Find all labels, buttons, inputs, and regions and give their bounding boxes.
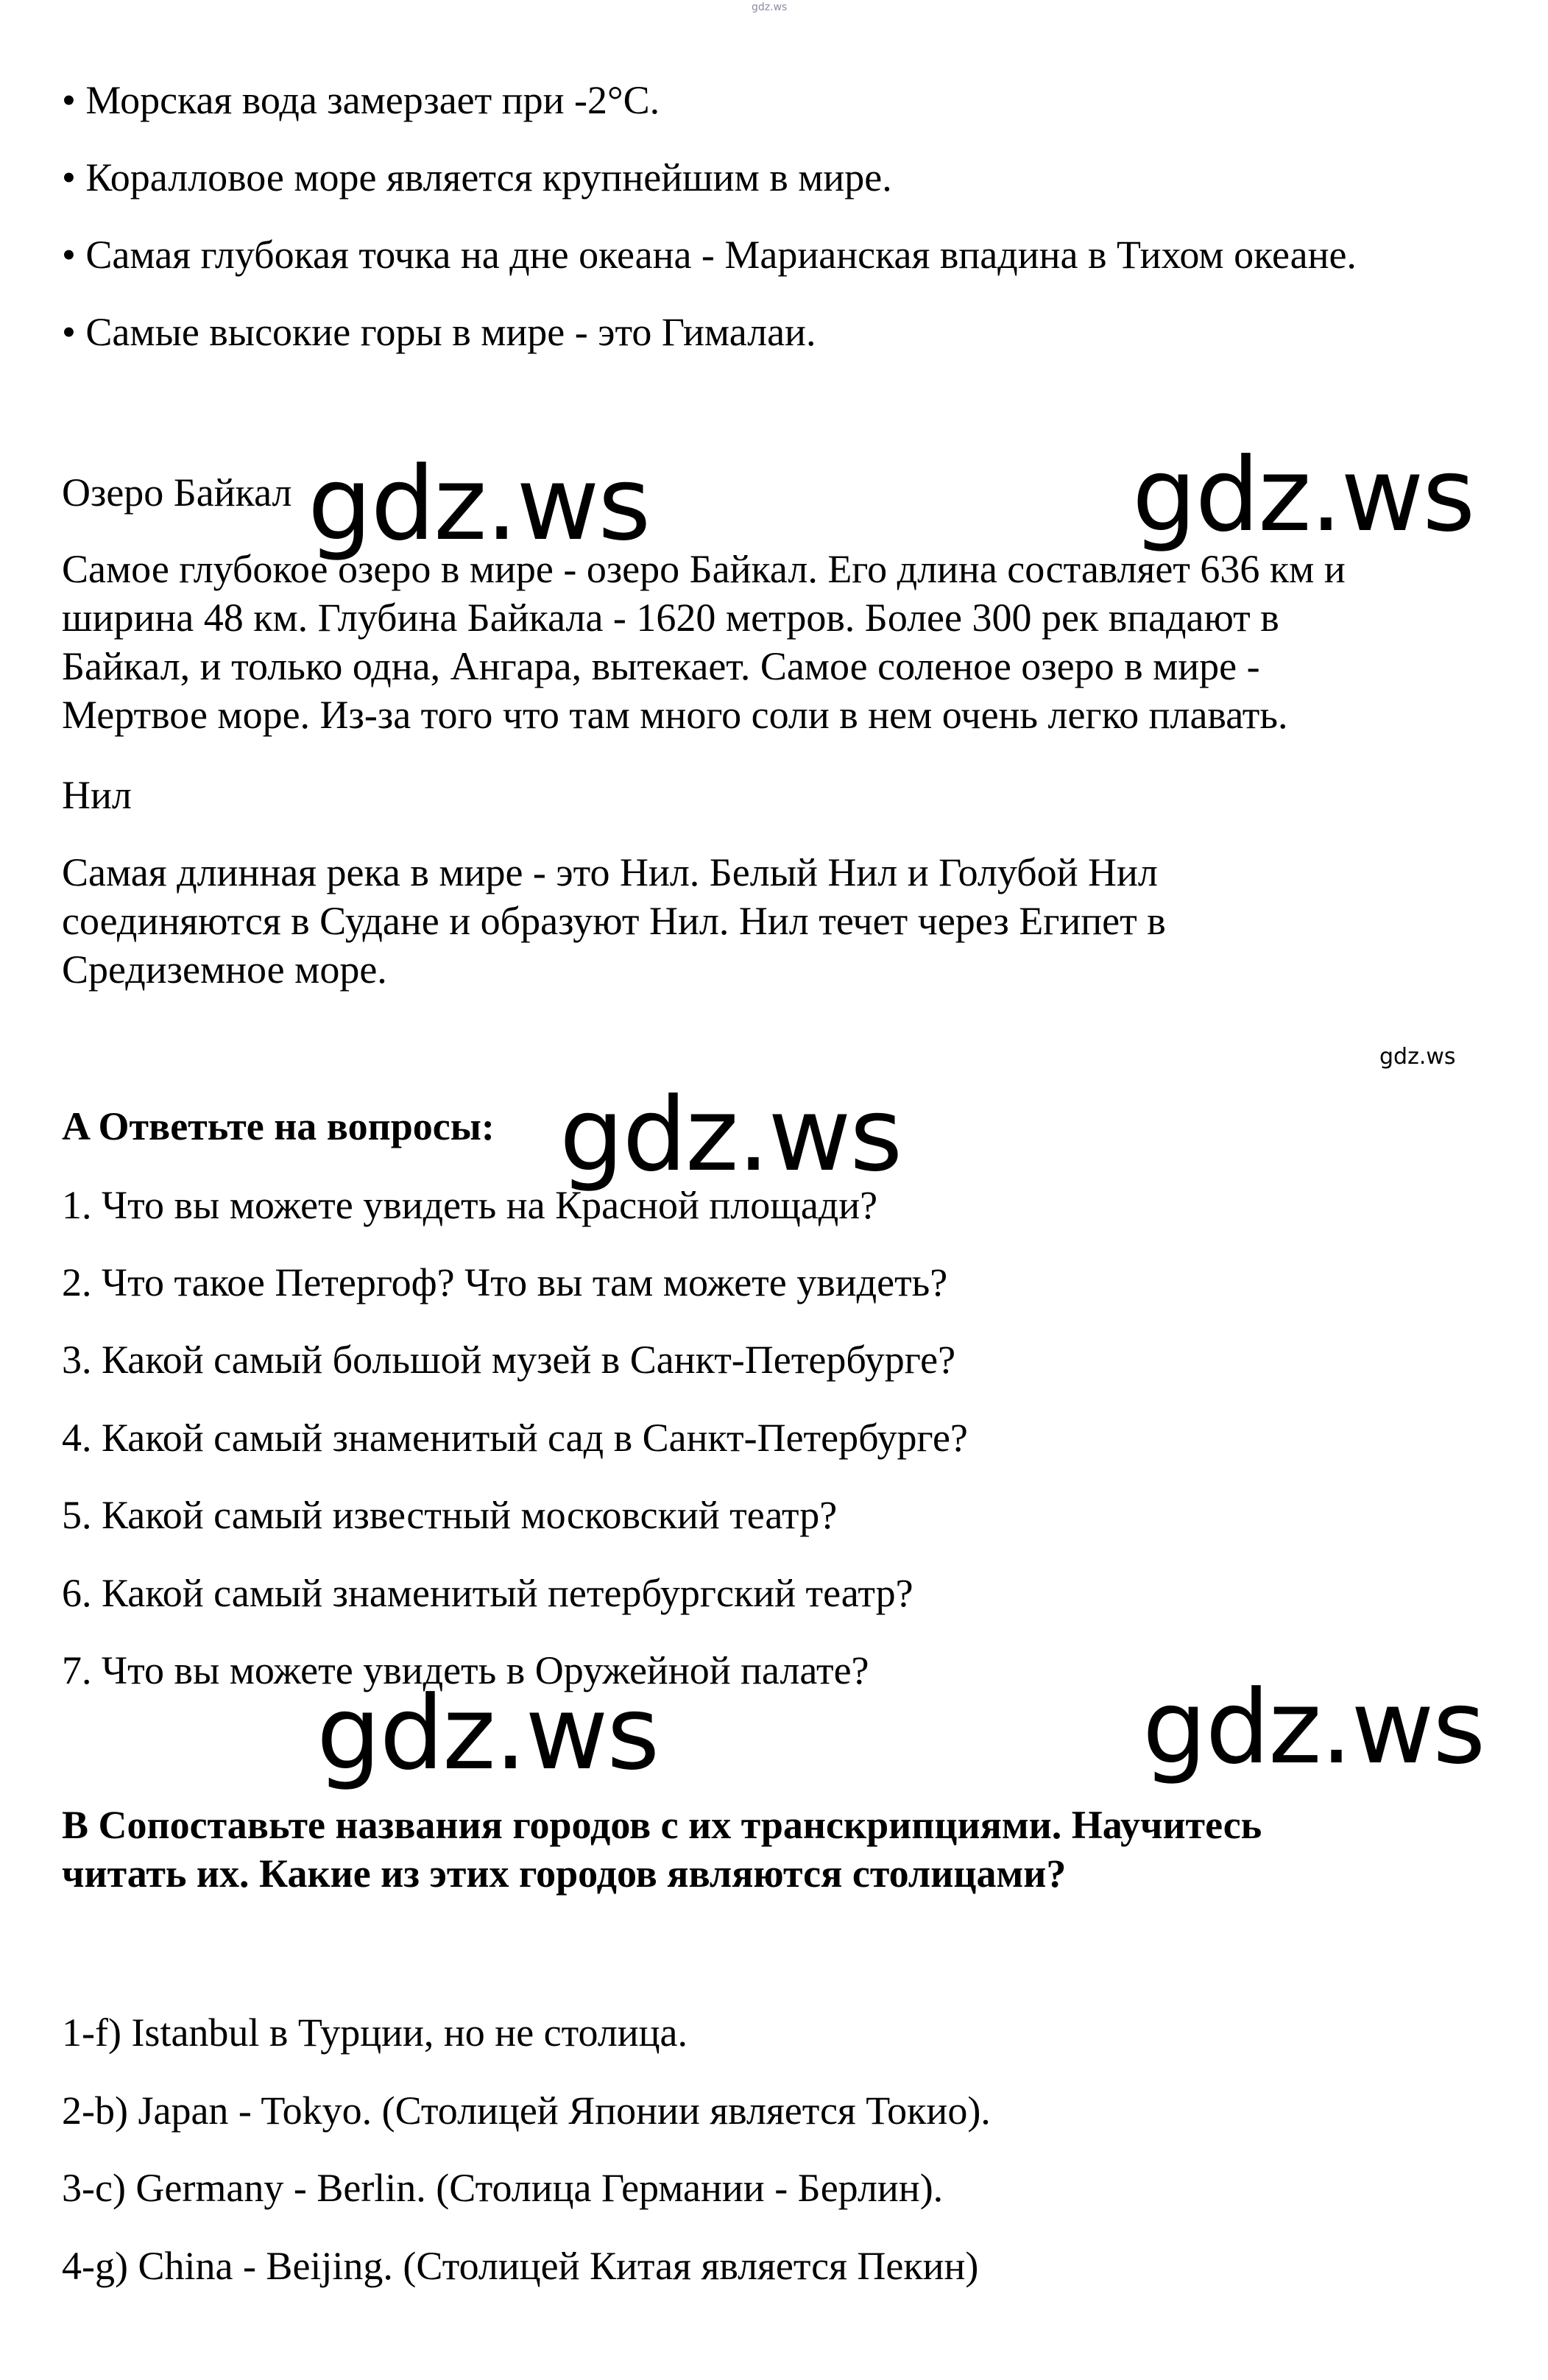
fact-item: • Самая глубокая точка на дне океана - Марианская впадина в Тихом океане.: [62, 233, 1357, 277]
section-a-heading: A Ответьте на вопросы:: [62, 1104, 495, 1148]
watermark-small: gdz.ws: [1379, 1044, 1456, 1070]
baikal-line: Мертвое море. Из-за того что там много соли в нем очень легко плавать.: [62, 693, 1288, 737]
watermark-large: gdz.ws: [559, 1076, 902, 1194]
nile-paragraph: [62, 848, 1490, 994]
question-item: 3. Какой самый большой музей в Санкт-Петербурге?: [62, 1338, 956, 1382]
question-item: 7. Что вы можете увидеть в Оружейной палате?: [62, 1648, 869, 1692]
question-item: 6. Какой самый знаменитый петербургский театр?: [62, 1571, 913, 1615]
question-item: 4. Какой самый знаменитый сад в Санкт-Петербурге?: [62, 1416, 968, 1460]
answer-item: 1-f) Istanbul в Турции, но не столица.: [62, 2010, 688, 2055]
answer-item: 4-g) China - Beijing. (Столицей Китая является Пекин): [62, 2244, 979, 2288]
baikal-line: Самое глубокое озеро в мире - озеро Байкал. Его длина составляет 636 км и: [62, 547, 1346, 591]
question-item: 2. Что такое Петергоф? Что вы там можете увидеть?: [62, 1260, 948, 1304]
section-b-heading-line: B Сопоставьте названия городов с их транскрипциями. Научитесь: [62, 1803, 1262, 1847]
watermark-large: gdz.ws: [1142, 1668, 1485, 1787]
watermark-top-tiny: gdz.ws: [752, 1, 788, 13]
watermark-large: gdz.ws: [1132, 436, 1474, 554]
baikal-paragraph: [62, 545, 1490, 739]
nile-heading: Нил: [62, 773, 132, 817]
nile-line: соединяются в Судане и образуют Нил. Нил течет через Египет в: [62, 899, 1166, 943]
watermark-large: gdz.ws: [317, 1674, 659, 1793]
section-b-heading: [62, 1801, 1490, 1898]
baikal-line: Байкал, и только одна, Ангара, вытекает. Самое соленое озеро в мире -: [62, 644, 1260, 688]
watermark-large: gdz.ws: [308, 445, 650, 563]
baikal-heading: Озеро Байкал: [62, 470, 292, 515]
fact-item: • Самые высокие горы в мире - это Гималаи.: [62, 310, 816, 354]
section-b-heading-line: читать их. Какие из этих городов являются столицами?: [62, 1851, 1067, 1896]
answer-item: 3-c) Germany - Berlin. (Столица Германии - Берлин).: [62, 2166, 944, 2210]
baikal-line: ширина 48 км. Глубина Байкала - 1620 метров. Более 300 рек впадают в: [62, 596, 1279, 640]
answer-item: 2-b) Japan - Tokyo. (Столицей Японии является Токио).: [62, 2088, 991, 2133]
nile-line: Самая длинная река в мире - это Нил. Белый Нил и Голубой Нил: [62, 850, 1158, 894]
fact-item: • Морская вода замерзает при -2°C.: [62, 78, 660, 122]
question-item: 1. Что вы можете увидеть на Красной площади?: [62, 1183, 878, 1227]
question-item: 5. Какой самый известный московский театр?: [62, 1493, 838, 1537]
nile-line: Средиземное море.: [62, 947, 387, 992]
fact-item: • Коралловое море является крупнейшим в мире.: [62, 155, 892, 199]
